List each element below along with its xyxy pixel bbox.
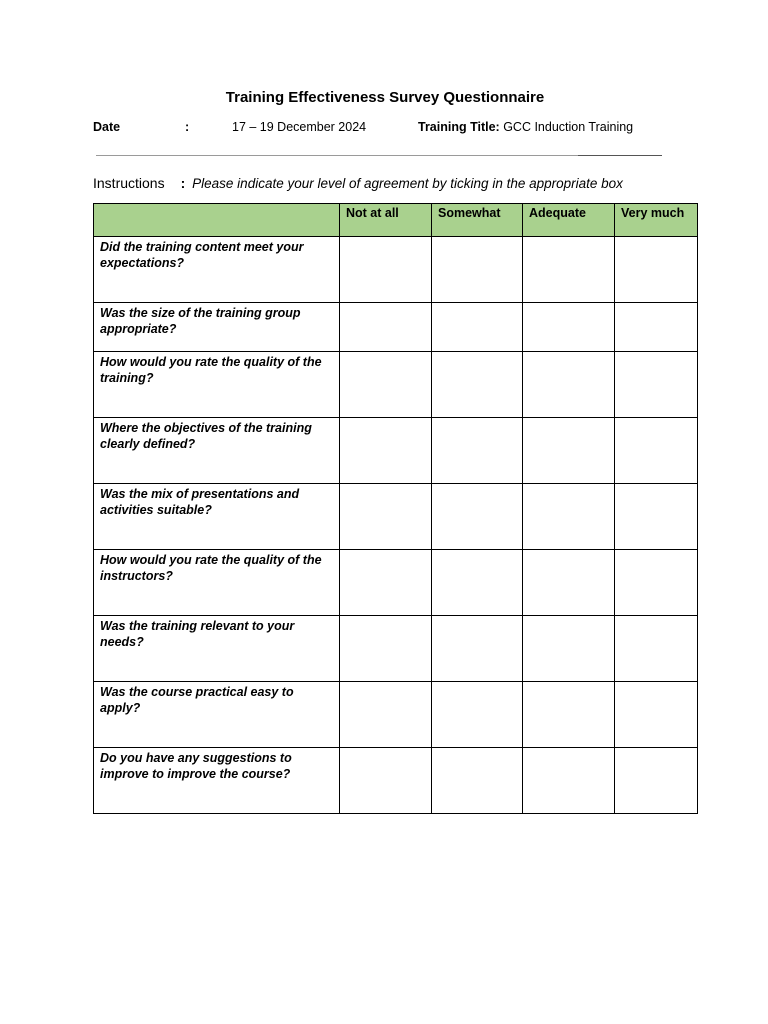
table-row <box>94 303 698 352</box>
table-header-row <box>94 204 698 237</box>
answer-cell-very-much[interactable] <box>615 550 698 616</box>
table-row <box>94 352 698 418</box>
table-row <box>94 418 698 484</box>
survey-table <box>93 203 698 814</box>
answer-cell-adequate[interactable] <box>523 616 615 682</box>
instructions-colon: : <box>180 175 186 191</box>
question-cell: Was the course practical easy to apply? <box>94 682 340 748</box>
training-title <box>418 120 633 134</box>
answer-cell-very-much[interactable] <box>615 682 698 748</box>
answer-cell-very-much[interactable] <box>615 616 698 682</box>
answer-cell-somewhat[interactable] <box>432 418 523 484</box>
training-title-label: Training Title: <box>418 120 500 134</box>
answer-cell-adequate[interactable] <box>523 352 615 418</box>
column-header-very-much: Very much <box>615 204 698 237</box>
date-colon: : <box>185 120 190 134</box>
question-cell: Do you have any suggestions to improve to improve the course? <box>94 748 340 814</box>
column-header-not-at-all: Not at all <box>340 204 432 237</box>
answer-cell-adequate[interactable] <box>523 418 615 484</box>
table-row <box>94 484 698 550</box>
answer-cell-somewhat[interactable] <box>432 616 523 682</box>
answer-cell-very-much[interactable] <box>615 484 698 550</box>
divider-line <box>96 155 660 156</box>
table-row <box>94 682 698 748</box>
answer-cell-not-at-all[interactable] <box>340 616 432 682</box>
column-header-question <box>94 204 340 237</box>
answer-cell-not-at-all[interactable] <box>340 303 432 352</box>
divider-line-accent <box>578 155 662 156</box>
answer-cell-adequate[interactable] <box>523 303 615 352</box>
answer-cell-adequate[interactable] <box>523 682 615 748</box>
instructions-text: Please indicate your level of agreement by ticking in the appropriate box <box>192 176 623 191</box>
question-cell: How would you rate the quality of the instructors? <box>94 550 340 616</box>
answer-cell-very-much[interactable] <box>615 748 698 814</box>
question-cell: Was the size of the training group appropriate? <box>94 303 340 352</box>
answer-cell-very-much[interactable] <box>615 352 698 418</box>
table-row <box>94 616 698 682</box>
answer-cell-not-at-all[interactable] <box>340 682 432 748</box>
table-row <box>94 237 698 303</box>
question-cell: Where the objectives of the training clearly defined? <box>94 418 340 484</box>
answer-cell-somewhat[interactable] <box>432 682 523 748</box>
instructions <box>93 175 623 191</box>
date-value: 17 – 19 December 2024 <box>232 120 367 134</box>
question-cell: Was the mix of presentations and activities suitable? <box>94 484 340 550</box>
date-label: Date <box>93 120 121 134</box>
question-cell: Was the training relevant to your needs? <box>94 616 340 682</box>
answer-cell-somewhat[interactable] <box>432 550 523 616</box>
answer-cell-not-at-all[interactable] <box>340 352 432 418</box>
answer-cell-somewhat[interactable] <box>432 352 523 418</box>
instructions-label: Instructions <box>93 175 165 191</box>
answer-cell-adequate[interactable] <box>523 748 615 814</box>
answer-cell-adequate[interactable] <box>523 484 615 550</box>
answer-cell-somewhat[interactable] <box>432 484 523 550</box>
column-header-adequate: Adequate <box>523 204 615 237</box>
answer-cell-adequate[interactable] <box>523 550 615 616</box>
answer-cell-not-at-all[interactable] <box>340 748 432 814</box>
column-header-somewhat: Somewhat <box>432 204 523 237</box>
answer-cell-very-much[interactable] <box>615 418 698 484</box>
answer-cell-very-much[interactable] <box>615 303 698 352</box>
table-row <box>94 550 698 616</box>
table-row <box>94 748 698 814</box>
question-cell: How would you rate the quality of the training? <box>94 352 340 418</box>
answer-cell-very-much[interactable] <box>615 237 698 303</box>
answer-cell-somewhat[interactable] <box>432 748 523 814</box>
training-title-value: GCC Induction Training <box>499 120 634 134</box>
question-cell: Did the training content meet your expectations? <box>94 237 340 303</box>
answer-cell-not-at-all[interactable] <box>340 418 432 484</box>
answer-cell-adequate[interactable] <box>523 237 615 303</box>
answer-cell-not-at-all[interactable] <box>340 550 432 616</box>
answer-cell-somewhat[interactable] <box>432 303 523 352</box>
answer-cell-somewhat[interactable] <box>432 237 523 303</box>
answer-cell-not-at-all[interactable] <box>340 237 432 303</box>
page-title: Training Effectiveness Survey Questionnaire <box>225 89 545 106</box>
answer-cell-not-at-all[interactable] <box>340 484 432 550</box>
